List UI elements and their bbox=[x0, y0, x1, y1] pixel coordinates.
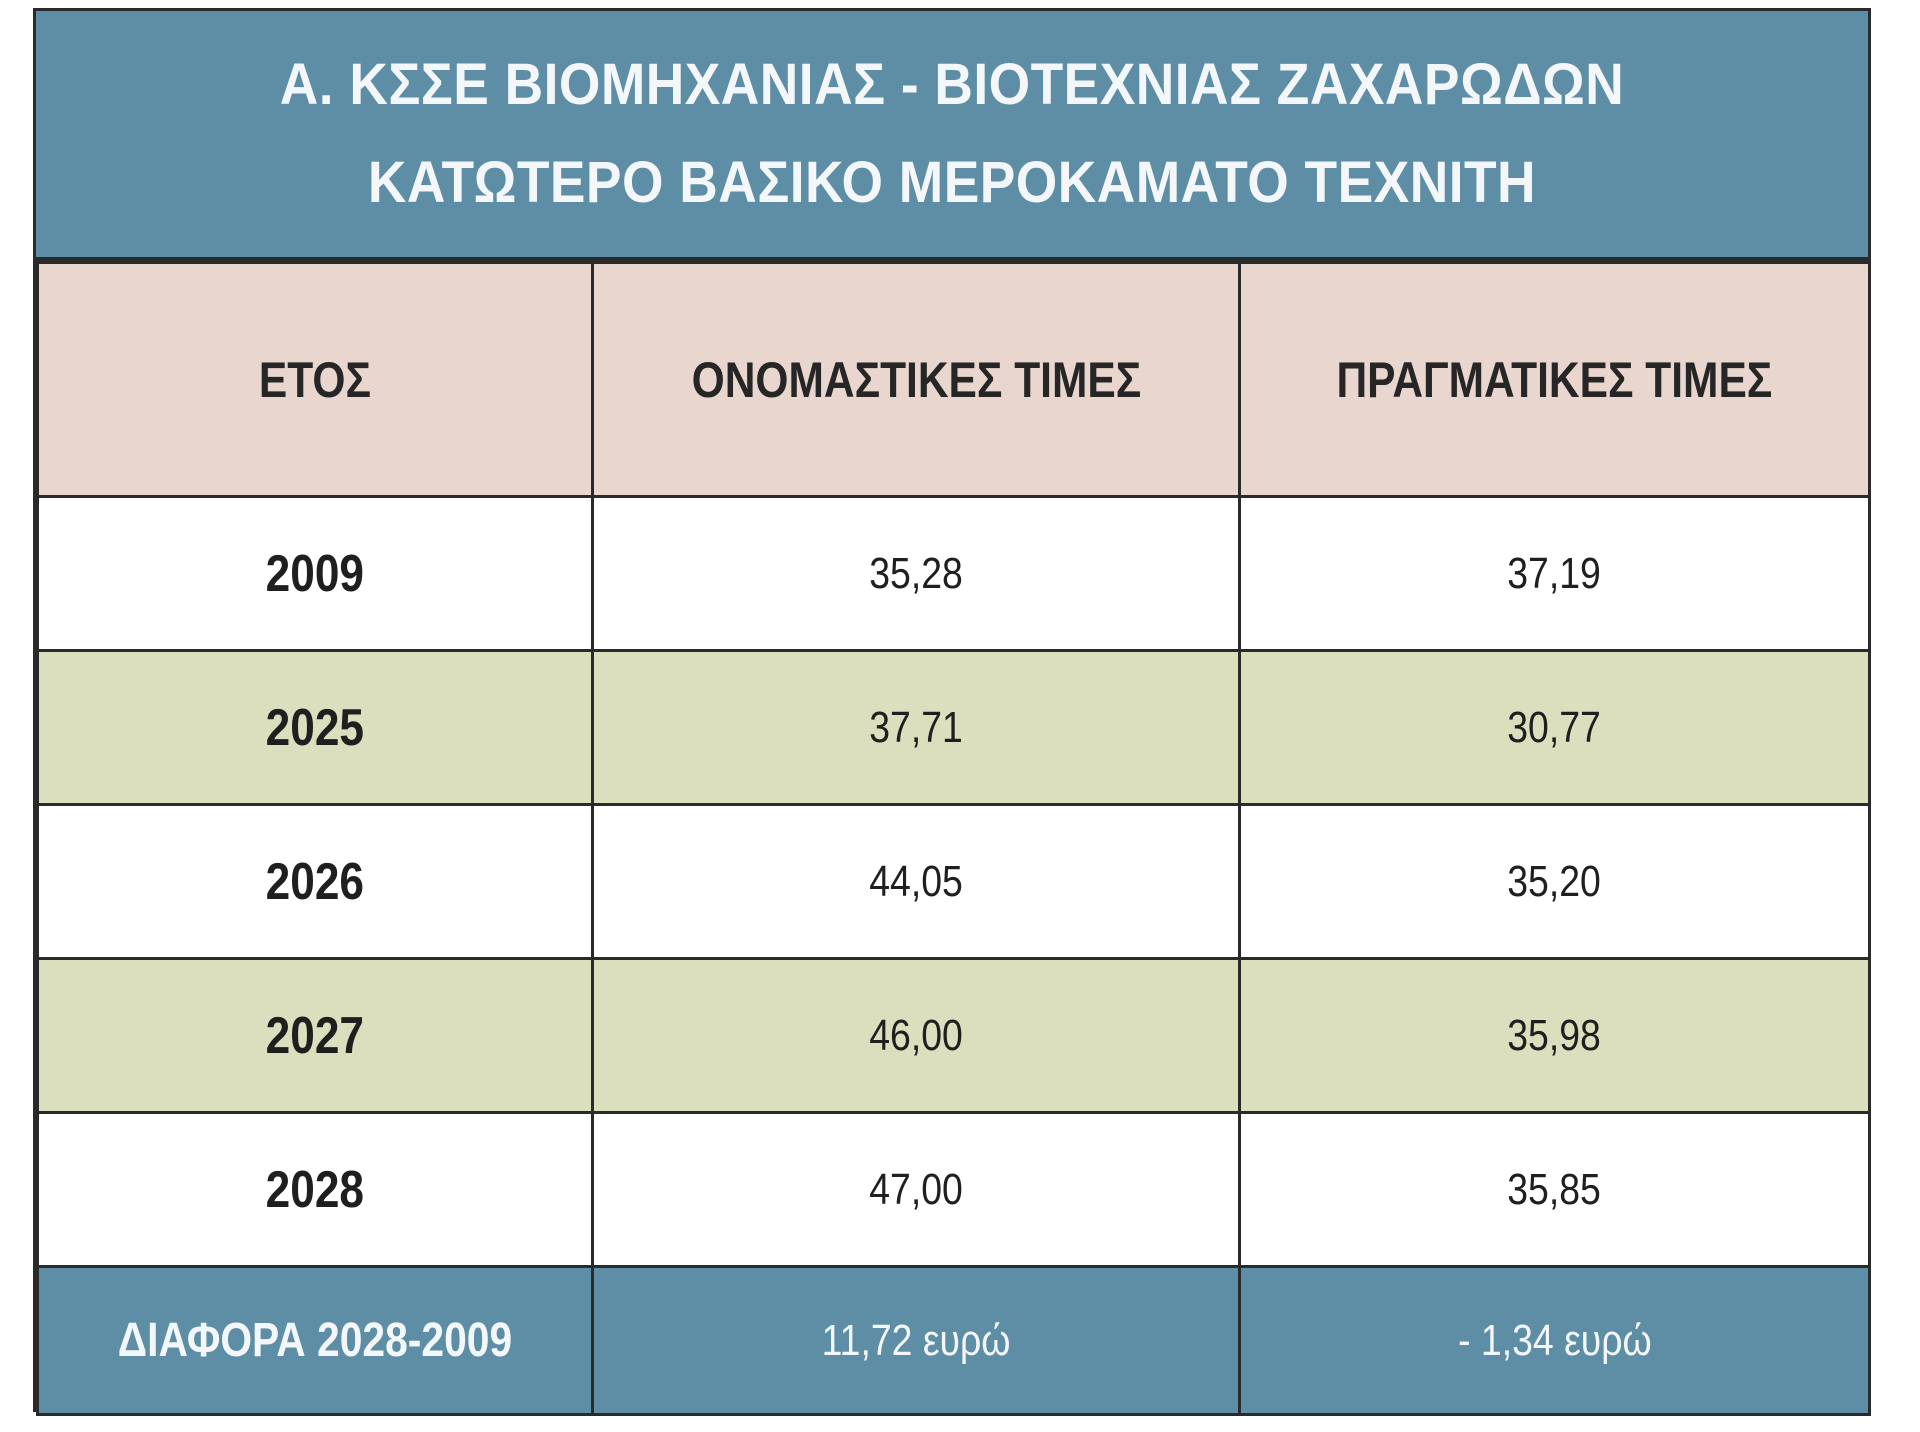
table-row bbox=[38, 805, 1870, 959]
difference-real: - 1,34 ευρώ bbox=[1240, 1267, 1870, 1415]
year-cell: 2009 bbox=[38, 497, 593, 651]
difference-label: ΔΙΑΦΟΡΑ 2028-2009 bbox=[38, 1267, 593, 1415]
difference-nominal: 11,72 ευρώ bbox=[593, 1267, 1240, 1415]
nominal-value-cell: 35,28 bbox=[593, 497, 1240, 651]
nominal-value-cell: 37,71 bbox=[593, 651, 1240, 805]
table-row bbox=[38, 497, 1870, 651]
nominal-value-cell: 44,05 bbox=[593, 805, 1240, 959]
year-cell: 2027 bbox=[38, 959, 593, 1113]
header-row bbox=[38, 263, 1870, 497]
table-row bbox=[38, 959, 1870, 1113]
year-cell: 2025 bbox=[38, 651, 593, 805]
nominal-value-cell: 47,00 bbox=[593, 1113, 1240, 1267]
column-header-nominal: ΟΝΟΜΑΣΤΙΚΕΣ ΤΙΜΕΣ bbox=[593, 263, 1240, 497]
wage-table bbox=[33, 8, 1871, 1412]
real-value-cell: 35,85 bbox=[1240, 1113, 1870, 1267]
real-value-cell: 35,20 bbox=[1240, 805, 1870, 959]
real-value-cell: 30,77 bbox=[1240, 651, 1870, 805]
nominal-value-cell: 46,00 bbox=[593, 959, 1240, 1113]
table-title-bar bbox=[36, 11, 1868, 261]
table-row bbox=[38, 1113, 1870, 1267]
table-row bbox=[38, 651, 1870, 805]
real-value-cell: 37,19 bbox=[1240, 497, 1870, 651]
year-cell: 2026 bbox=[38, 805, 593, 959]
data-grid bbox=[36, 261, 1871, 1416]
column-header-year: ΕΤΟΣ bbox=[38, 263, 593, 497]
difference-row bbox=[38, 1267, 1870, 1415]
table-title: Α. ΚΣΣΕ ΒΙΟΜΗΧΑΝΙΑΣ - ΒΙΟΤΕΧΝΙΑΣ ΖΑΧΑΡΩΔΩΝ ΚΑΤΩΤΕΡΟ ΒΑΣΙΚΟ ΜΕΡΟΚΑΜΑΤΟ ΤΕΧΝΙΤΗ bbox=[279, 52, 1625, 215]
column-header-real: ΠΡΑΓΜΑΤΙΚΕΣ ΤΙΜΕΣ bbox=[1240, 263, 1870, 497]
real-value-cell: 35,98 bbox=[1240, 959, 1870, 1113]
year-cell: 2028 bbox=[38, 1113, 593, 1267]
